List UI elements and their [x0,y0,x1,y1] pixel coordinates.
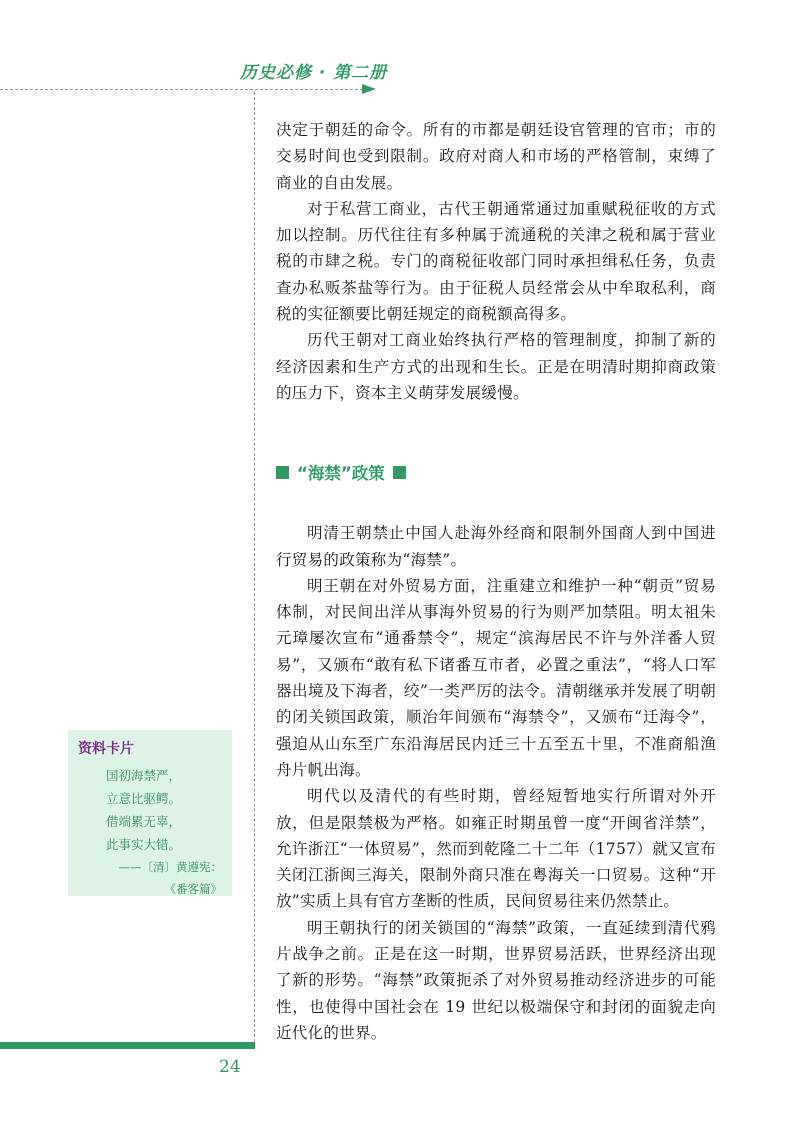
main-text [276,117,716,1046]
poem-line: 国初海禁严， [106,768,182,783]
arrow-icon [362,84,376,94]
paragraph: 明王朝在对外贸易方面，注重建立和维护一种“朝贡”贸易体制，对民间出洋从事海外贸易的行为则严加禁阻。明太祖朱元璋屡次宣布“通番禁令”，规定“滨海居民不许与外洋番人贸易”，又颁布“敢有私下诸番互市者，必置之重法”，“将人口军器出境及下海者，绞”一类严厉的法令。清朝继承并发展了明朝的闭关锁国政策，顺治年间颁布“海禁令”，又颁布“迁海令”，强迫从山东至广东沿海居民内迁三十五至五十里，不准商船渔舟片帆出海。 [276,576,716,779]
poem-line: 此事实大错。 [106,837,182,852]
poem-source: 《番客篇》 [164,882,222,896]
header-dashed-rule [0,89,368,90]
poem-attribution: ——〔清〕黄遵宪： [118,860,222,874]
page-number: 24 [219,1057,241,1077]
paragraph: 对于私营工商业，古代王朝通常通过加重赋税征收的方式加以控制。历代往往有多种属于流通税的关津之税和属于营业税的市肆之税。专门的商税征收部门同时承担缉私任务，负责查办私贩茶盐等行为。由于征税人员经常会从中牟取私利，商税的实征额要比朝廷规定的商税额高得多。 [276,199,716,324]
running-header-title: 历史必修 · 第二册 [240,63,388,83]
info-card [68,730,232,896]
poem-line: 立意比驱鳄。 [106,791,182,806]
paragraph: 明代以及清代的有些时期，曾经短暂地实行所谓对外开放，但是限禁极为严格。如雍正时期虽曾一度“开闽省洋禁”，允许浙江“一体贸易”，然而到乾隆二十二年（1757）就又宣布关闭江浙闽三海关，限制外商只准在粤海关一口贸易。这种“开放”实质上具有官方垄断的性质，民间贸易往来仍然禁止。 [276,787,716,911]
paragraph: 明清王朝禁止中国人赴海外经商和限制外国商人到中国进行贸易的政策称为“海禁”。 [276,524,716,569]
info-card-title: 资料卡片 [78,741,134,757]
paragraph: 决定于朝廷的命令。所有的市都是朝廷设官管理的官市；市的交易时间也受到限制。政府对商人和市场的严格管制，束缚了商业的自由发展。 [276,121,716,192]
square-bullet-icon [393,466,406,479]
poem-line: 借端累无辜， [106,814,182,829]
footer-bar [0,1042,255,1049]
margin-dashed-rule [254,92,255,1042]
section-heading-text: “海禁”政策 [297,464,385,484]
paragraph: 明王朝执行的闭关锁国的“海禁”政策，一直延续到清代鸦片战争之前。正是在这一时期，世界贸易活跃，世界经济出现了新的形势。“海禁”政策扼杀了对外贸易推动经济进步的可能性，也使得中国社会在 19 世纪以极端保守和封闭的面貌走向近代化的世界。 [276,918,716,1042]
square-bullet-icon [276,466,289,479]
section-heading [276,460,716,484]
paragraph: 历代王朝对工商业始终执行严格的管理制度，抑制了新的经济因素和生产方式的出现和生长。正是在明清时期抑商政策的压力下，资本主义萌芽发展缓慢。 [276,331,716,402]
poem [106,764,232,856]
